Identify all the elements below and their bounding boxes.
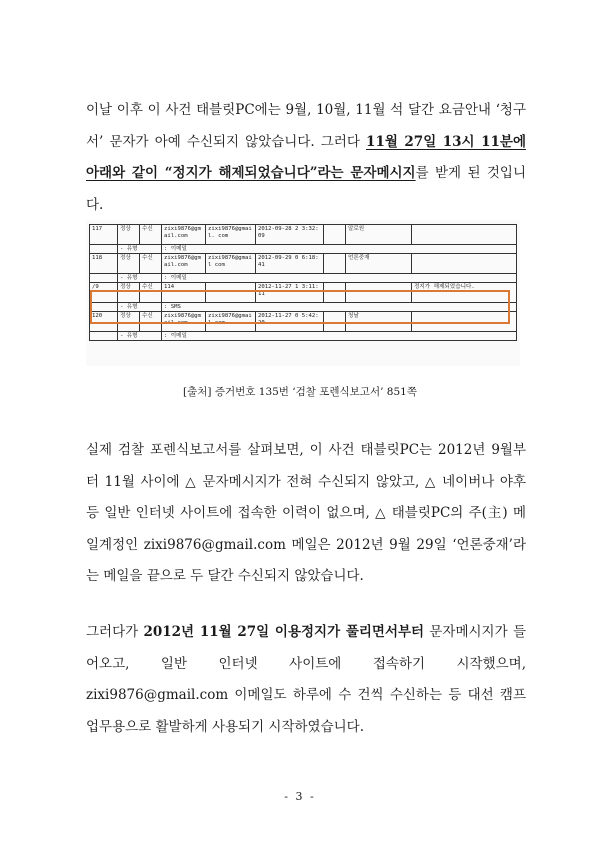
paragraph-3: [86, 617, 526, 743]
table-cell-time: 2012-11-27 1 3:11:11: [256, 283, 324, 303]
table-cell-no: 120: [90, 312, 118, 332]
table-cell-dir: 수신: [140, 312, 162, 332]
table-cell-subject: 알로원: [346, 225, 412, 245]
table-cell-time: 2012-11-27 0 5:42:20: [256, 312, 324, 332]
table-cell-empty: [90, 332, 118, 341]
table-row: [90, 254, 517, 274]
table-cell-to: zixi9876@gmail com: [206, 254, 256, 274]
table-cell-blank: [324, 254, 346, 274]
table-cell-from: zixi9876@gm ail.com: [162, 312, 206, 332]
table-row: [90, 225, 517, 245]
table-cell-to: zixi9876@gmail. com: [206, 225, 256, 245]
page-number: - 3 -: [284, 790, 316, 803]
table-cell-from: zixi9876@gm ail.com: [162, 225, 206, 245]
type-value: : SMS: [162, 303, 517, 312]
table-cell-content: 정지가 해제되었습니다.: [412, 283, 517, 303]
table-cell-dir: 수신: [140, 225, 162, 245]
table-cell-subject: 언론중재: [346, 254, 412, 274]
table-cell-empty: [90, 245, 118, 254]
paragraph-2: 실제 검찰 포렌식보고서를 살펴보면, 이 사건 태블릿PC는 2012년 9월부터 11월 사이에 △ 문자메시지가 전혀 수신되지 않았고, △ 네이버나 야후 등 일반 인터넷 사이트에 접속한 이력이 없으며, △ 태블릿PC의 주(主) 메일계정인 zixi9876@gmail.com 메일은 2012년 9월 29일 ‘언론중재’라는 메일을 끝으로 두 달간 수신되지 않았습니다.: [86, 442, 526, 584]
table-subrow: [90, 245, 517, 254]
type-value: : 이메일: [162, 332, 517, 341]
table-subrow: [90, 332, 517, 341]
table-cell-content: [412, 225, 517, 245]
paragraph-3-text-c: 문자메시지가 들어오고, 일반 인터넷 사이트에 접속하기 시작했으며, zixi9876@gmail.com 이메일도 하루에 수 건씩 수신하는 등 대선 캠프 업무용으로 활발하게 사용되기 시작하였습니다.: [86, 624, 526, 735]
table-cell-time: 2012-09-29 0 6:18:41: [256, 254, 324, 274]
table-cell-time: 2012-09-28 2 3:32:09: [256, 225, 324, 245]
table-cell-content: [412, 254, 517, 274]
paragraph-1-text-c: 를 받게 된 것입니다.: [86, 165, 526, 213]
type-label: - 유형: [118, 332, 162, 341]
table-cell-subject: 청날: [346, 312, 412, 332]
paragraph-1: [86, 95, 526, 221]
table-cell-dir: 수신: [140, 254, 162, 274]
table-cell-no: /9: [90, 283, 118, 303]
table-cell-dir: 수신: [140, 283, 162, 303]
figure-caption: [출처] 증거번호 135번 ‘검찰 포렌식보고서’ 851쪽: [183, 386, 417, 398]
table-cell-from: 114: [162, 283, 206, 303]
forensic-report-excerpt: [86, 220, 520, 366]
table-cell-state: 정상: [118, 225, 140, 245]
table-cell-no: 118: [90, 254, 118, 274]
table-cell-state: 정상: [118, 312, 140, 332]
paragraph-3-highlight: 2012년 11월 27일 이용정지가 풀리면서부터: [143, 624, 425, 640]
type-label: - 유형: [118, 303, 162, 312]
table-cell-no: 117: [90, 225, 118, 245]
table-cell-from: zixi9876@gm ail.com: [162, 254, 206, 274]
paragraph-1-text-a: 이날 이후 이 사건 태블릿PC에는 9월, 10월, 11월 석 달간 요금안내 ‘청구서’ 문자가 아예 수신되지 않았습니다. 그러다: [86, 102, 526, 150]
type-label: - 유형: [118, 245, 162, 254]
table-cell-empty: [90, 274, 118, 283]
table-cell-state: 정상: [118, 254, 140, 274]
type-label: - 유형: [118, 274, 162, 283]
type-value: : 이메일: [162, 274, 517, 283]
table-cell-state: 정상: [118, 283, 140, 303]
highlight-box: [90, 290, 510, 324]
paragraph-3-text-a: 그러다가: [86, 624, 144, 640]
table-cell-blank: [324, 225, 346, 245]
type-value: : 이메일: [162, 245, 517, 254]
table-cell-to: zixi9876@gmail com: [206, 312, 256, 332]
paragraph-1-highlight: 11월 27일 13시 11분에 아래와 같이 “정지가 해제되었습니다”라는 문자메시지: [86, 133, 526, 181]
table-subrow: [90, 274, 517, 283]
